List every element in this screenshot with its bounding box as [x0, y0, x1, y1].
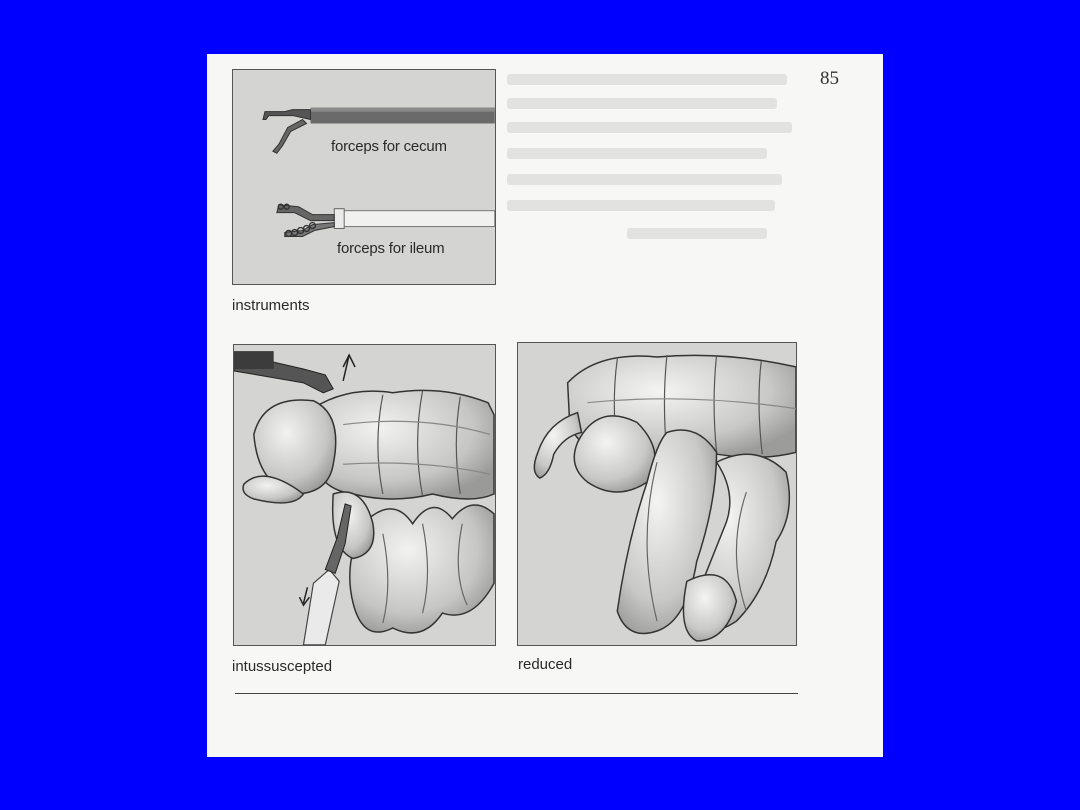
intussuscepted-panel — [233, 344, 496, 646]
page-number: 85 — [820, 68, 839, 89]
intussuscepted-caption: intussuscepted — [232, 658, 333, 675]
intussuscepted-illustration — [234, 345, 495, 645]
reduced-caption: reduced — [518, 656, 573, 673]
instruments-panel — [232, 69, 496, 285]
horizontal-rule — [235, 693, 798, 694]
instruments-caption: instruments — [232, 297, 310, 314]
ileum-forceps-label: forceps for ileum — [337, 240, 445, 257]
reduced-illustration — [518, 343, 796, 645]
bleed-through-text — [507, 72, 797, 272]
reduced-panel — [517, 342, 797, 646]
scanned-page — [207, 54, 883, 757]
cecum-forceps-label: forceps for cecum — [331, 138, 447, 155]
